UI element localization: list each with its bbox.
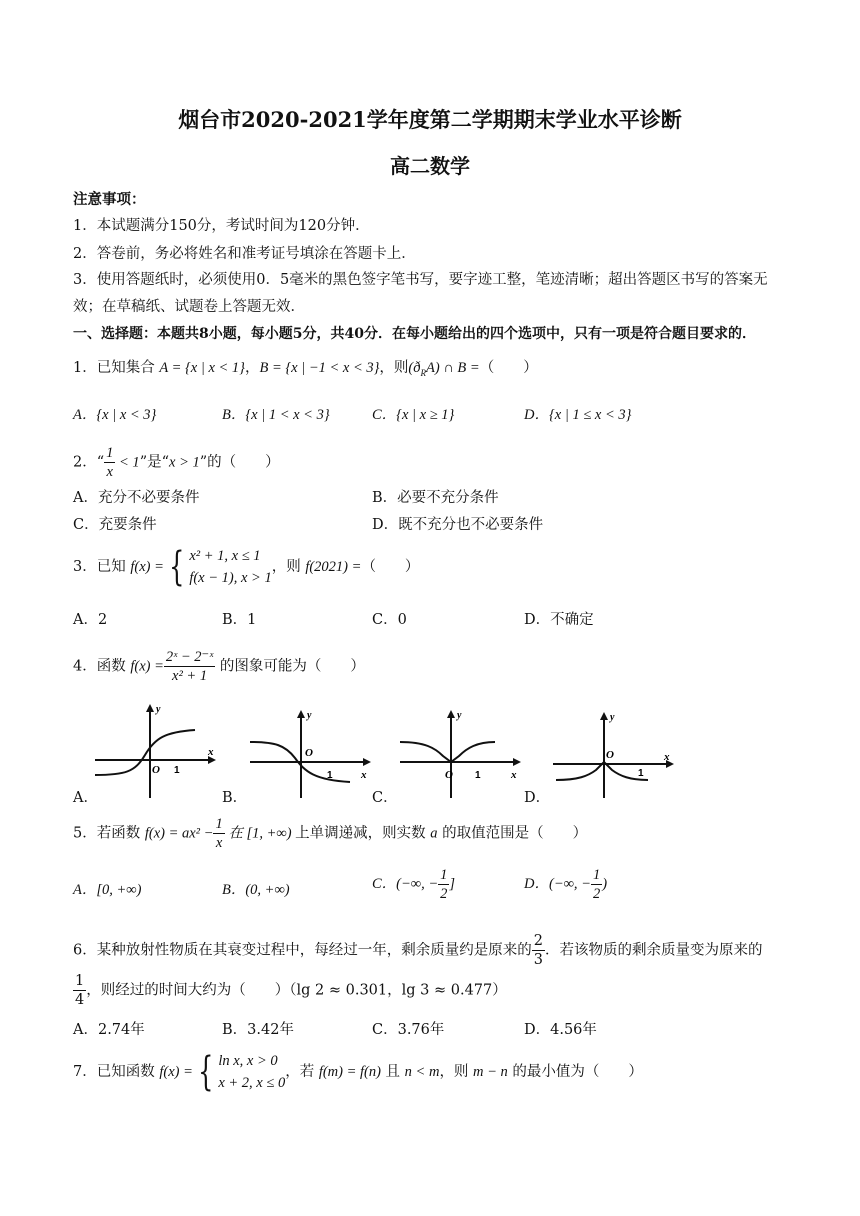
q6-option-b[interactable]: B．3.42年 (222, 1022, 294, 1038)
q1-expr (408, 360, 479, 376)
section-heading: 一、选择题：本题共8小题，每小题5分，共40分．在每小题给出的四个选项中，只有一项是符合题目要求的． (73, 326, 756, 342)
notice-item: 效；在草稿纸、试题卷上答题无效． (73, 299, 305, 315)
q2-option-d[interactable]: D．既不充分也不必要条件 (372, 517, 544, 533)
q4-graph-c (395, 700, 525, 800)
q6-stem: 6．某种放射性物质在其衰变过程中，每经过一年，剩余质量约是原来的 (73, 942, 532, 959)
q4-graph-a (90, 700, 220, 800)
q4b-one-label: 1 (327, 770, 333, 781)
q5-option-b[interactable]: B．(0, +∞) (222, 882, 290, 898)
q5-fx: f(x) = ax² − (144, 825, 214, 842)
q6-option-a[interactable]: A．2.74年 (73, 1022, 145, 1038)
q6-f2-den: 4 (75, 992, 85, 1008)
q4d-x-label: x (664, 751, 670, 763)
q4-frac-den: x² + 1 (172, 668, 208, 684)
q4-frac-num: 2ˣ − 2⁻ˣ (165, 649, 214, 665)
q7-stem: 7．已知函数 (73, 1064, 160, 1080)
q7-case-1: ln x, x > 0 (218, 1053, 278, 1069)
q2-frac-den: x (106, 464, 113, 480)
q7-cases (218, 1050, 285, 1094)
q1-option-b[interactable]: B．{x | 1 < x < 3} (222, 407, 330, 423)
q5-option-c-frac (438, 866, 449, 903)
q4-option-c[interactable]: C． (372, 790, 398, 806)
q4b-origin-label: O (305, 747, 313, 759)
q4d-one-label: 1 (638, 768, 644, 779)
q3-option-a[interactable]: A．2 (73, 612, 108, 628)
question-2 (73, 444, 280, 481)
q7-tail-b: 且 (380, 1064, 405, 1080)
q7-fx: f(x) = (159, 1064, 193, 1080)
q4-fraction (164, 648, 215, 685)
q6-f2-num: 1 (75, 973, 85, 989)
q4a-origin-label: O (152, 764, 160, 776)
q3-option-d[interactable]: D．不确定 (524, 612, 594, 628)
question-6-line-1 (73, 932, 762, 969)
q1-set-b: B = {x | −1 < x < 3} (259, 360, 380, 376)
q4-option-d[interactable]: D． (524, 790, 551, 806)
q4a-x-label: x (208, 746, 214, 758)
q1-option-d[interactable]: D．{x | 1 ≤ x < 3} (524, 407, 632, 423)
q4c-origin-label: O (445, 769, 453, 781)
q5-option-d-letter: D． (524, 875, 549, 892)
q7-tail-d: 的最小值为（ ） (507, 1064, 643, 1080)
q3-brace: { (168, 544, 185, 590)
q6-frac-1 (532, 932, 545, 969)
q5-option-a[interactable]: A．[0, +∞) (73, 882, 142, 898)
q3-case-1: x² + 1, x ≤ 1 (189, 548, 261, 564)
q3-cases (189, 545, 271, 589)
q7-tail-c: ，则 (439, 1064, 474, 1080)
q5-frac-den: x (215, 835, 223, 851)
question-7 (73, 1050, 643, 1094)
q3-fx: f(x) = (130, 559, 164, 575)
notice-item: 3．使用答题纸时，必须使用0．5毫米的黑色签字笔书写，要字迹工整，笔迹清晰；超出答题区书写的答案无 (73, 272, 768, 288)
q4-graph-b (245, 700, 375, 800)
q4-fx: f(x) = (130, 658, 164, 675)
q5-c-frac-den: 2 (440, 886, 448, 902)
q6-option-c[interactable]: C．3.76年 (372, 1022, 445, 1038)
q3-stem: 3．已知 (73, 559, 131, 575)
q4-stem: 4．函数 (73, 658, 131, 675)
question-1 (73, 358, 538, 383)
q5-d-frac-num: 1 (592, 867, 601, 883)
q1-option-a[interactable]: A．{x | x < 3} (73, 407, 157, 423)
q5-frac-num: 1 (215, 816, 223, 832)
q5-option-c[interactable] (372, 866, 455, 903)
q5-stem: 5．若函数 (73, 825, 145, 842)
q4c-one-label: 1 (475, 770, 481, 781)
q1-option-c[interactable]: C．{x | x ≥ 1} (372, 407, 455, 423)
q4-option-a[interactable]: A． (73, 790, 98, 806)
notice-item: 1．本试题满分150分，考试时间为120分钟． (73, 218, 370, 234)
q5-param: a (430, 825, 438, 842)
q1-sep: ， (244, 360, 260, 376)
q1-paren: （ ） (479, 360, 538, 376)
q7-tail-a: ，若 (285, 1064, 319, 1080)
q3-then: ，则 (271, 559, 306, 575)
q6-frac-2 (73, 972, 86, 1009)
question-3 (73, 545, 419, 589)
q5-option-d-frac (591, 866, 602, 903)
q4-graph-d (548, 706, 678, 800)
q3-paren: （ ） (361, 559, 420, 575)
q1-sub: R (420, 367, 427, 378)
q4-tail: 的图象可能为（ ） (215, 658, 365, 675)
notice-heading: 注意事项： (73, 191, 146, 208)
q2-option-b[interactable]: B．必要不充分条件 (372, 490, 499, 506)
q7-brace: { (197, 1049, 214, 1095)
q2-fraction (104, 444, 115, 481)
q6-f1-den: 3 (533, 952, 543, 968)
question-6-line-2 (73, 972, 507, 1009)
q5-option-c-pre: (−∞, − (396, 875, 439, 892)
q5-tail-b: 的取值范围是（ ） (437, 825, 588, 842)
q2-tail: ”的（ ） (199, 454, 280, 471)
q4a-one-label: 1 (174, 765, 180, 776)
q4c-x-label: x (511, 769, 517, 781)
q4a-y-label: y (156, 704, 161, 715)
q5-option-c-post: ] (449, 875, 456, 892)
q2-option-c[interactable]: C．充要条件 (73, 517, 157, 533)
q2-frac-num: 1 (106, 445, 114, 461)
q5-c-frac-num: 1 (440, 867, 448, 883)
q4d-y-label: y (610, 712, 615, 723)
q5-option-c-letter: C． (372, 875, 397, 892)
q2-option-a[interactable]: A．充分不必要条件 (73, 490, 200, 506)
q3-expr: f(2021) = (305, 559, 362, 575)
q4c-y-label: y (457, 710, 462, 721)
q1-then: ，则 (379, 360, 409, 376)
q1-complement: (ð (408, 360, 421, 376)
q5-tail-a: 上单调递减，则实数 (295, 825, 431, 842)
q2-mid: ”是“ (139, 454, 170, 471)
q6-stem-3: ，则经过的时间大约为（ ）（lg 2 ≈ 0.301，lg 3 ≈ 0.477） (86, 982, 507, 999)
q1-set-a: A = {x | x < 1} (159, 360, 245, 376)
question-5 (73, 815, 587, 852)
page-subtitle: 高二数学 (390, 154, 470, 178)
q6-stem-2: ．若该物质的剩余质量变为原来的 (544, 942, 763, 959)
q7-case-2: x + 2, x ≤ 0 (218, 1075, 286, 1091)
q2-cond: x > 1 (169, 454, 200, 471)
q7-cond-2: n < m (404, 1064, 440, 1080)
q5-option-d[interactable] (524, 866, 607, 903)
q6-option-d[interactable]: D．4.56年 (524, 1022, 597, 1038)
q5-interval: 在 [1, +∞) (224, 825, 296, 842)
q1-stem: 1．已知集合 (73, 360, 160, 376)
q7-expr: m − n (473, 1064, 508, 1080)
q4-option-b[interactable]: B． (222, 790, 248, 806)
q3-option-b[interactable]: B．1 (222, 612, 257, 628)
q4d-origin-label: O (606, 749, 614, 761)
notice-item: 2．答卷前，务必将姓名和准考证号填涂在答题卡上． (73, 246, 416, 262)
q5-d-frac-den: 2 (592, 886, 601, 902)
q3-option-c[interactable]: C．0 (372, 612, 407, 628)
q2-lt: < 1 (115, 454, 140, 471)
q5-option-d-pre: (−∞, − (548, 875, 591, 892)
page-title: 烟台市2020-2021学年度第二学期期末学业水平诊断 (178, 107, 682, 132)
q5-option-d-post: ) (602, 875, 608, 892)
q1-intersect: A) ∩ B = (426, 360, 480, 376)
q4b-x-label: x (361, 769, 367, 781)
q7-cond: f(m) = f(n) (318, 1064, 381, 1080)
q6-f1-num: 2 (533, 933, 543, 949)
question-4 (73, 648, 365, 685)
q5-fraction (213, 815, 224, 852)
q2-num: 2．“ (73, 454, 105, 471)
q4b-y-label: y (307, 710, 312, 721)
q3-case-2: f(x − 1), x > 1 (189, 570, 272, 586)
